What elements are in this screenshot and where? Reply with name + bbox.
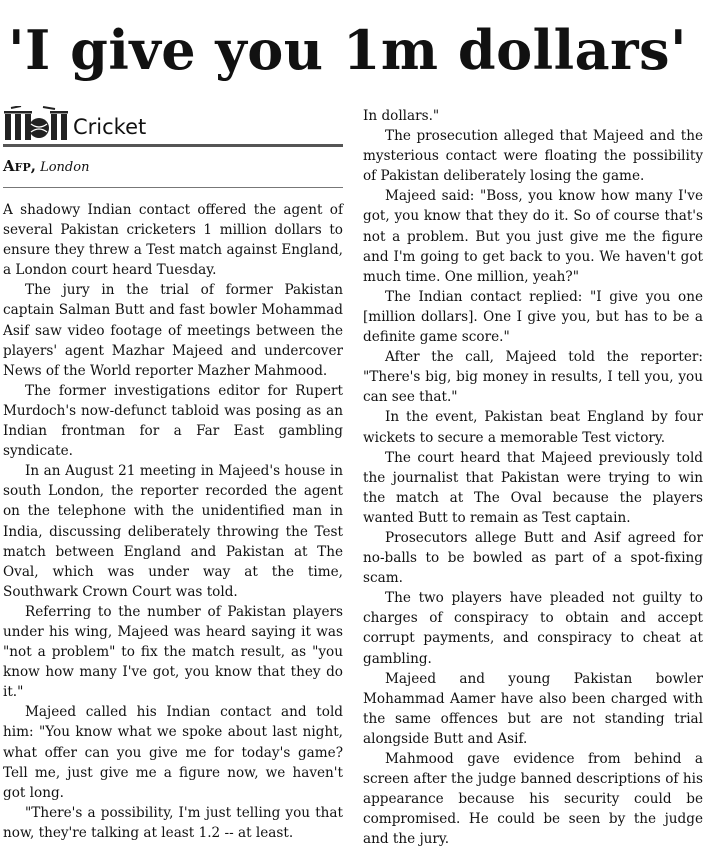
section-label: Cricket	[73, 115, 147, 139]
paragraph: Majeed and young Pakistan bowler Mohammad Aamer have also been charged with the same offences but are not standing trial alongside Butt and Asif.	[363, 670, 703, 747]
byline	[3, 157, 343, 188]
paragraph: Majeed called his Indian contact and told him: "You know what we spoke about last night, what offer can you give me for today's game? Tell me, just give me a figure now, we haven't got long.	[3, 704, 343, 801]
paragraph: The Indian contact replied: "I give you one [million dollars]. One I give you, but has to be a definite game score."	[363, 288, 703, 346]
paragraph: After the call, Majeed told the reporter: "There's big, big money in results, I tell you, you can see that."	[363, 349, 703, 406]
paragraph: The two players have pleaded not guilty to charges of conspiracy to obtain and accept corrupt payments, and conspiracy to cheat at gambling.	[363, 590, 703, 667]
paragraph: The court heard that Majeed previously told the journalist that Pakistan were trying to win the match at The Oval because the players wanted Butt to remain as Test captain.	[363, 449, 703, 526]
paragraph: In the event, Pakistan beat England by four wickets to secure a memorable Test victory.	[363, 409, 703, 446]
byline-agency: Afp,	[3, 157, 36, 175]
paragraph: The jury in the trial of former Pakistan captain Salman Butt and fast bowler Mohammad Asif saw video footage of meetings between the players' agent Mazhar Majeed and undercover News of the World reporter Mazher Mahmood.	[3, 282, 343, 379]
paragraph: Referring to the number of Pakistan players under his wing, Majeed was heard saying it was "not a problem" to fix the match result, as "you know how many I've got, you know that they do it."	[3, 603, 343, 701]
paragraph: Mahmood gave evidence from behind a screen after the judge banned descriptions of his appearance because his security could be compromised. He could be seen by the judge and the jury.	[363, 751, 703, 848]
paragraph: Prosecutors allege Butt and Asif agreed for no-balls to be bowled as part of a spot-fixing scam.	[363, 529, 703, 587]
paragraph: Majeed said: "Boss, you know how many I've got, you know that they do it. So of course that's not a problem. But you just give me the figure and I'm going to get back to you. We haven't got much time. One million, yeah?"	[363, 188, 703, 285]
paragraph: The former investigations editor for Rupert Murdoch's now-defunct tabloid was posing as an Indian frontman for a Far East gambling syndicate.	[3, 382, 343, 460]
article-column-right	[363, 106, 703, 849]
byline-location: London	[40, 160, 90, 175]
paragraph: In dollars."	[363, 108, 440, 124]
paragraph: "There's a possibility, I'm just telling you that now, they're talking at least 1.2 -- at least.	[3, 804, 343, 841]
paragraph: The prosecution alleged that Majeed and the mysterious contact were floating the possibility of Pakistan deliberately losing the game.	[363, 128, 703, 185]
article-column-left	[3, 104, 343, 843]
cricket-stumps-ball-icon	[3, 106, 71, 142]
section-header	[3, 104, 343, 147]
paragraph: In an August 21 meeting in Majeed's house in south London, the reporter recorded the agent on the telephone with the unidentified man in India, discussing deliberately throwing the Test match between England and Pakistan at The Oval, which was under way at the time, Southwark Crown Court was told.	[3, 463, 343, 600]
paragraph: A shadowy Indian contact offered the agent of several Pakistan cricketers 1 million dollars to ensure they threw a Test match against England, a London court heard Tuesday.	[3, 202, 343, 279]
headline: 'I give you 1m dollars'	[8, 18, 688, 82]
